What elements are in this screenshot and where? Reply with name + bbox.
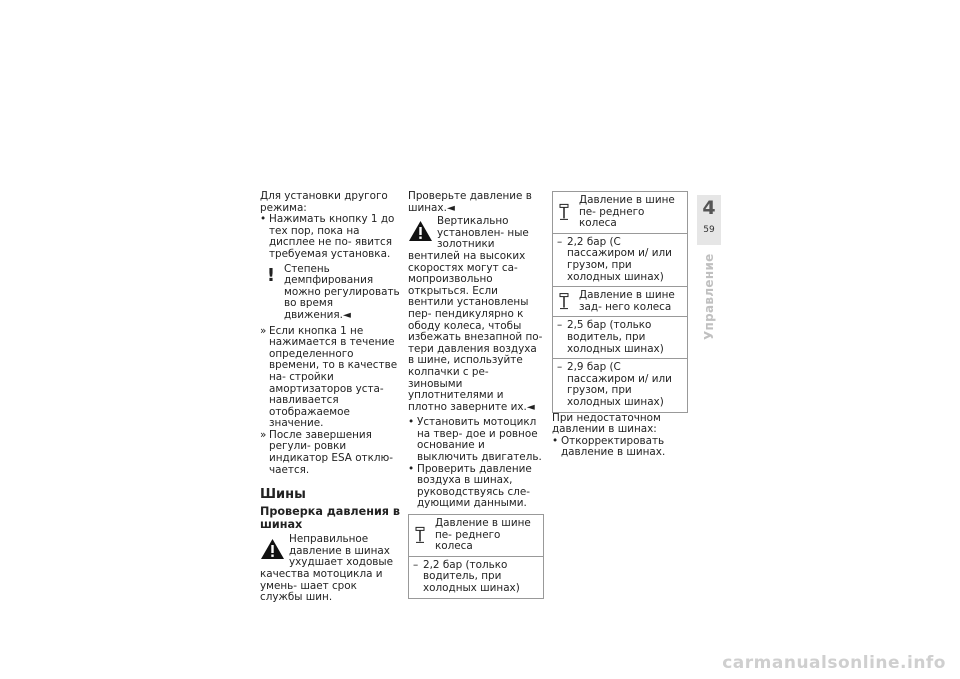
note-text: Степень демпфирования можно регулировать во время движения.◄ [284,262,400,321]
list-item [408,464,544,510]
list-item [552,436,688,459]
warning-block [260,534,400,604]
paragraph: Проверьте давление в шинах.◄ [408,190,532,214]
bullet-icon: • [260,213,267,226]
dash-icon: – [557,235,563,248]
chapter-tab [697,195,721,245]
list-text: Откорректировать давление в шинах. [561,434,666,459]
value-text: 2,2 бар (С пассажиром и/ или грузом, при холодных шинах) [567,235,672,283]
subsection-heading: Проверка давления в шинах [260,505,400,531]
box-title: Давление в шине пе- реднего колеса [435,517,531,553]
chapter-title: Управление [702,253,716,340]
list-text: После завершения регули- ровки индикатор ESA отклю- чается. [269,428,394,476]
column-1 [260,191,400,604]
chapter-number: 4 [702,197,716,219]
bullet-icon: • [408,462,415,475]
list-item [408,417,544,463]
bullet-icon: • [408,416,415,429]
arrow-icon: » [260,428,267,441]
box-header [553,192,687,234]
box-header [409,515,543,557]
warning-icon [260,538,285,560]
paragraph: При недостаточном давлении в шинах: [552,411,661,436]
intro-text: Для установки другого режима: [260,190,388,214]
arrow-icon: » [260,324,267,337]
warning-icon [408,220,433,242]
column-2 [408,191,544,599]
info-icon: ! [266,264,276,286]
box-title: Давление в шине пе- реднего колеса [579,194,675,230]
list-text: Проверить давление воздуха в шинах, руководствуясь сле- дующими данными. [417,462,532,510]
box-title: Давление в шине зад- него колеса [579,289,675,313]
page-number: 59 [703,225,715,235]
box-header [553,286,687,317]
list-item [260,430,400,476]
tire-gauge-icon [557,195,573,230]
value-row [409,557,543,598]
warning-block [408,216,544,413]
warning-text: Неправильное давление в шинах ухудшает ходовые качества мотоцикла и умень- шает срок службы шин. [260,533,394,604]
section-heading: Шины [260,487,306,503]
pressure-box [408,514,544,599]
bullet-icon: • [552,434,559,447]
list-text: Если кнопка 1 не нажимается в течение определенного времени, то в качестве на- стройки амортизаторов уста- навливается отображаемое значение. [269,324,398,430]
value-text: 2,5 бар (только водитель, при холодных шинах) [567,319,664,355]
pressure-box [552,191,688,413]
value-text: 2,2 бар (только водитель, при холодных шинах) [423,558,520,594]
note-block [260,264,400,322]
list-item [260,214,400,260]
dash-icon: – [557,361,563,374]
tire-gauge-icon [557,290,573,313]
value-text: 2,9 бар (С пассажиром и/ или грузом, при холодных шинах) [567,361,672,408]
list-item [260,326,400,430]
value-row [553,317,687,358]
list-text: Нажимать кнопку 1 до тех пор, пока на дисплее не по- явится требуемая установка. [269,213,395,260]
dash-icon: – [557,319,563,332]
tire-gauge-icon [413,518,429,553]
value-row [553,358,687,411]
column-3 [552,191,688,459]
warning-text: Вертикально установлен- ные золотники вентилей на высоких скоростях могут са- мопроизвольно открыться. Если вентили установлены пер- пендикулярно к ободу колеса, чтобы избежать внезапной по- тери давления воздуха в шине, используйте колпачки с ре- зиновыми уплотнителями и плотно заверните их.◄ [408,215,543,413]
value-row [553,234,687,286]
dash-icon: – [413,558,419,571]
list-text: Установить мотоцикл на твер- дое и ровное основание и выключить двигатель. [417,416,542,464]
watermark: carmanualsonline.info [722,653,946,673]
